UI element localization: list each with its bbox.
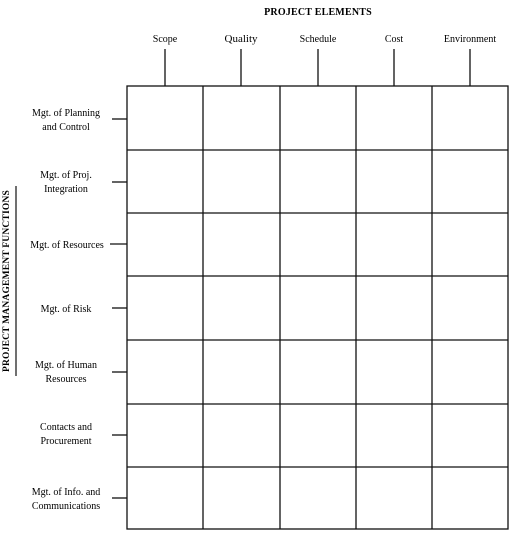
row-label-human-resources-line-2: Resources [45, 374, 87, 385]
row-label-procurement-line-1: Contacts and [40, 422, 92, 433]
column-label-quality: Quality [224, 33, 258, 45]
side-title-group [2, 190, 12, 372]
column-label-environment: Environment [443, 34, 497, 45]
column-label-scope: Scope [152, 34, 178, 45]
project-elements-title: PROJECT ELEMENTS [264, 7, 372, 18]
row-label-planning-line-1: Mgt. of Planning [31, 108, 101, 119]
row-label-planning-line-2: and Control [42, 122, 90, 133]
grid-border [127, 86, 508, 529]
row-label-integration-line-1: Mgt. of Proj. [40, 170, 92, 181]
row-label-resources: Mgt. of Resources [30, 240, 104, 251]
row-label-communications-line-2: Communications [31, 501, 101, 512]
row-label-procurement-line-2: Procurement [40, 436, 92, 447]
row-label-integration-line-2: Integration [44, 184, 88, 195]
column-ticks [165, 49, 470, 86]
row-label-risk: Mgt. of Risk [40, 304, 92, 315]
column-label-cost: Cost [384, 34, 404, 45]
column-label-schedule: Schedule [299, 34, 337, 45]
matrix-grid [127, 86, 508, 529]
project-management-functions-title: PROJECT MANAGEMENT FUNCTIONS [2, 189, 12, 373]
row-label-human-resources-line-1: Mgt. of Human [35, 360, 97, 371]
row-label-communications-line-1: Mgt. of Info. and [31, 487, 101, 498]
row-ticks [110, 119, 127, 498]
